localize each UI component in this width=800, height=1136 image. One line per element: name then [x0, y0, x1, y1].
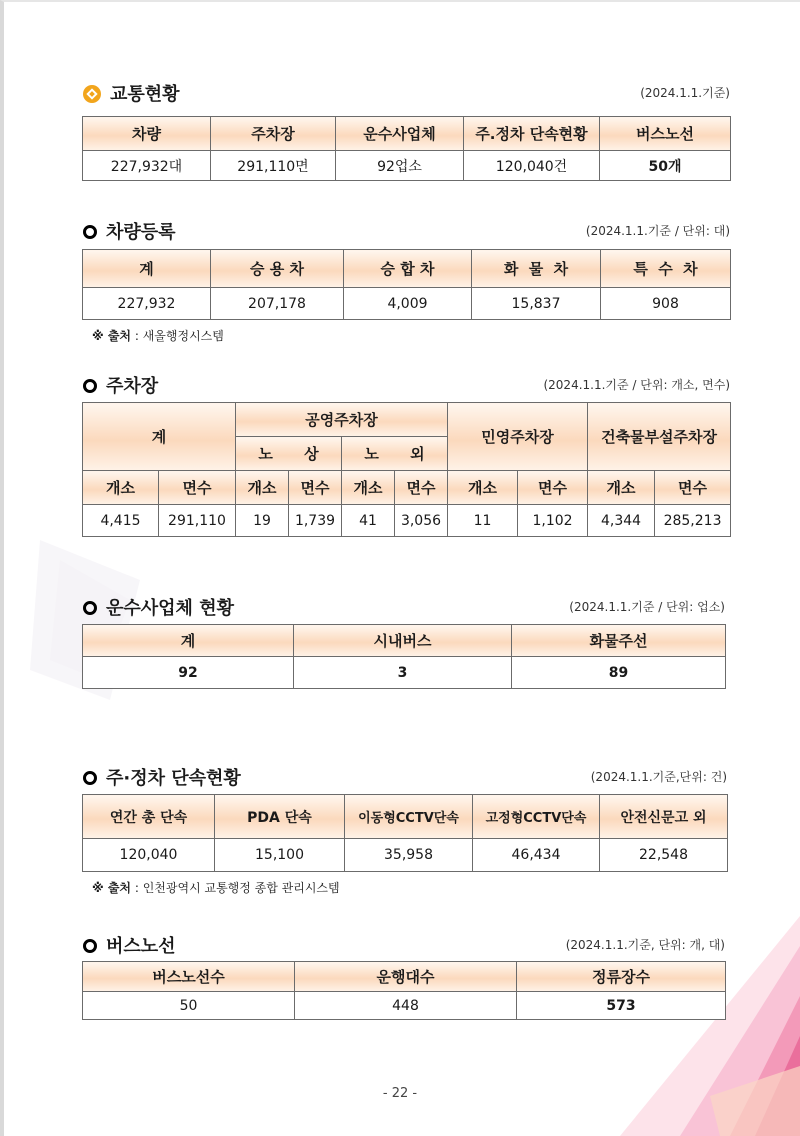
enforcement-header: 고정형CCTV단속 — [473, 795, 600, 839]
parking-count-header: 개소 — [83, 471, 159, 505]
parking-total-header: 계 — [83, 403, 236, 471]
parking-table — [82, 402, 731, 537]
parking-space-header: 면수 — [395, 471, 448, 505]
parking-offstreet-header: 노 외 — [342, 437, 448, 471]
parking-value: 1,102 — [518, 505, 588, 537]
bus-header: 버스노선수 — [83, 962, 295, 992]
enforcement-header: 이동형CCTV단속 — [345, 795, 473, 839]
traffic-value: 92업소 — [336, 151, 464, 181]
parking-count-header: 개소 — [236, 471, 289, 505]
enforcement-header: 안전신문고 외 — [600, 795, 728, 839]
parking-space-header: 면수 — [655, 471, 731, 505]
vehicle-value: 207,178 — [211, 288, 344, 320]
parking-value: 3,056 — [395, 505, 448, 537]
vehicle-value: 908 — [601, 288, 731, 320]
transport-note: (2024.1.1.기준 / 단위: 업소) — [569, 600, 725, 614]
parking-title-text: 주차장 — [106, 376, 159, 397]
source-text: : 인천광역시 교통행정 종합 관리시스템 — [131, 881, 340, 895]
traffic-note: (2024.1.1.기준) — [640, 86, 730, 100]
traffic-header: 운수사업체 — [336, 117, 464, 151]
transport-title-text: 운수사업체 현황 — [106, 598, 234, 619]
transport-header: 시내버스 — [294, 625, 512, 657]
parking-value: 41 — [342, 505, 395, 537]
traffic-section — [82, 80, 730, 181]
parking-title — [82, 372, 158, 398]
ring-bullet-icon — [82, 378, 98, 394]
parking-private-header: 민영주차장 — [448, 403, 588, 471]
enforcement-section — [82, 764, 727, 896]
transport-title — [82, 594, 234, 620]
enforcement-table — [82, 794, 728, 872]
parking-value: 4,344 — [588, 505, 655, 537]
enforcement-title — [82, 764, 241, 790]
traffic-value: 120,040건 — [464, 151, 600, 181]
enforcement-value: 35,958 — [345, 839, 473, 872]
transport-header: 계 — [83, 625, 294, 657]
parking-count-header: 개소 — [588, 471, 655, 505]
vehicle-source — [92, 327, 730, 344]
ring-bullet-icon — [82, 770, 98, 786]
traffic-header: 버스노선 — [600, 117, 731, 151]
vehicle-value: 15,837 — [472, 288, 601, 320]
traffic-title — [82, 80, 180, 106]
enforcement-header: PDA 단속 — [215, 795, 345, 839]
page-number: - 22 - — [382, 1086, 418, 1101]
parking-value: 19 — [236, 505, 289, 537]
enforcement-note: (2024.1.1.기준,단위: 건) — [590, 770, 727, 784]
bus-note: (2024.1.1.기준, 단위: 개, 대) — [565, 938, 725, 952]
transport-section — [82, 594, 725, 689]
enforcement-header: 연간 총 단속 — [83, 795, 215, 839]
vehicle-note: (2024.1.1.기준 / 단위: 대) — [585, 224, 730, 238]
parking-value: 4,415 — [83, 505, 159, 537]
bus-title-text: 버스노선 — [106, 936, 176, 957]
parking-onstreet-header: 노 상 — [236, 437, 342, 471]
vehicle-header: 승 용 차 — [211, 250, 344, 288]
traffic-value: 50개 — [600, 151, 731, 181]
parking-space-header: 면수 — [289, 471, 342, 505]
vehicle-header: 계 — [83, 250, 211, 288]
vehicle-title — [82, 218, 176, 244]
parking-value: 285,213 — [655, 505, 731, 537]
parking-value: 1,739 — [289, 505, 342, 537]
ring-bullet-icon — [82, 600, 98, 616]
parking-public-header: 공영주차장 — [236, 403, 448, 437]
traffic-header: 주차장 — [211, 117, 336, 151]
parking-note: (2024.1.1.기준 / 단위: 개소, 면수) — [543, 378, 730, 392]
parking-value: 291,110 — [159, 505, 236, 537]
traffic-value: 291,110면 — [211, 151, 336, 181]
traffic-header: 차량 — [83, 117, 211, 151]
ring-bullet-icon — [82, 224, 98, 240]
bus-header: 운행대수 — [295, 962, 517, 992]
traffic-title-text: 교통현황 — [110, 84, 180, 105]
enforcement-value: 22,548 — [600, 839, 728, 872]
vehicle-section — [82, 218, 730, 344]
bus-title — [82, 932, 176, 958]
bus-header: 정류장수 — [517, 962, 726, 992]
source-mark: ※ 출처 — [92, 881, 132, 895]
source-mark: ※ 출처 — [92, 329, 132, 343]
parking-space-header: 면수 — [518, 471, 588, 505]
traffic-table — [82, 116, 731, 181]
diamond-circle-icon — [82, 84, 102, 104]
parking-section — [82, 372, 730, 537]
ring-bullet-icon — [82, 938, 98, 954]
enforcement-title-text: 주·정차 단속현황 — [106, 768, 241, 789]
enforcement-value: 15,100 — [215, 839, 345, 872]
bus-value: 50 — [83, 992, 295, 1020]
vehicle-header: 화 물 차 — [472, 250, 601, 288]
transport-value: 3 — [294, 657, 512, 689]
transport-value: 89 — [512, 657, 726, 689]
bus-section — [82, 932, 725, 1020]
vehicle-header: 승 합 차 — [344, 250, 472, 288]
vehicle-table — [82, 249, 731, 320]
bus-table — [82, 961, 726, 1020]
parking-count-header: 개소 — [448, 471, 518, 505]
parking-space-header: 면수 — [159, 471, 236, 505]
enforcement-value: 46,434 — [473, 839, 600, 872]
vehicle-value: 227,932 — [83, 288, 211, 320]
vehicle-header: 특 수 차 — [601, 250, 731, 288]
bus-value: 448 — [295, 992, 517, 1020]
transport-value: 92 — [83, 657, 294, 689]
enforcement-source — [92, 879, 727, 896]
transport-table — [82, 624, 726, 689]
transport-header: 화물주선 — [512, 625, 726, 657]
bus-value: 573 — [517, 992, 726, 1020]
source-text: : 새올행정시스템 — [131, 329, 224, 343]
traffic-header: 주.정차 단속현황 — [464, 117, 600, 151]
enforcement-value: 120,040 — [83, 839, 215, 872]
parking-attached-header: 건축물부설주차장 — [588, 403, 731, 471]
parking-count-header: 개소 — [342, 471, 395, 505]
vehicle-value: 4,009 — [344, 288, 472, 320]
traffic-value: 227,932대 — [83, 151, 211, 181]
parking-value: 11 — [448, 505, 518, 537]
vehicle-title-text: 차량등록 — [106, 222, 176, 243]
